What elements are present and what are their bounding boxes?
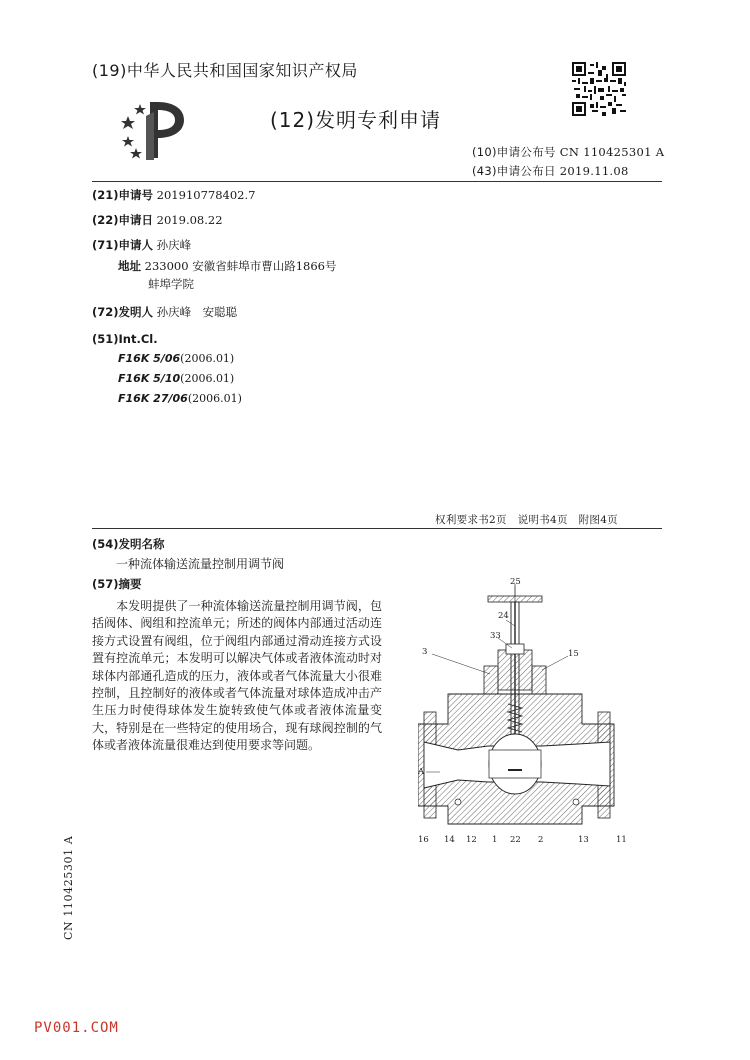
abstract-text: [92, 598, 382, 755]
ipc-class-3: [118, 390, 242, 407]
ipc-class-1: [118, 350, 234, 367]
cnipa-logo: [120, 98, 192, 164]
watermark: PV001.COM: [34, 1020, 119, 1036]
application-date: 2019.08.22: [156, 213, 223, 227]
application-number-row: [92, 187, 255, 203]
summary-divider: [92, 528, 662, 529]
title-label-text: (54)发明名称: [92, 537, 165, 551]
ipc-date: (2006.01): [180, 372, 235, 385]
drawing-label: A: [418, 767, 425, 777]
drawing-label: 13: [578, 835, 589, 845]
qr-code: [572, 62, 626, 116]
address-label: 地址: [118, 259, 141, 273]
drawing-label: 12: [466, 835, 477, 845]
abstract-body: 本发明提供了一种流体输送流量控制用调节阀，包括阀体、阀组和控流单元；所述的阀体内部通过活动连接方式设置有阀组，位于阀组内部通过滑动连接方式设置有控流单元；本发明可以解决气体或者液体流动时对球体内部通孔造成的压力，液体或者气体流量大小很难控制，且控制好的液体或者气体流量对球体造成冲击产生压力时使得球体发生旋转致使气体或者液体流量变大，特别是在一些特定的使用场合，现有球阀控制的气体或者液体流量很难达到使用要求等问题。: [92, 599, 382, 753]
invention-title: 一种流体输送流量控制用调节阀: [116, 557, 285, 571]
inventors: 孙庆峰 安聪聪: [156, 305, 238, 319]
ipc-date: (2006.01): [187, 392, 242, 405]
applicant-row: [92, 237, 191, 253]
header-divider: [92, 181, 662, 182]
application-date-row: [92, 212, 223, 228]
drawing-label: 33: [490, 631, 501, 641]
application-number-label: (21)申请号: [92, 188, 154, 202]
publication-date-label: (43)申请公布日: [472, 164, 556, 178]
drawing-label: 16: [418, 835, 429, 845]
page-count-summary: 权利要求书2页 说明书4页 附图4页: [435, 514, 618, 526]
drawing-label: 1: [492, 835, 498, 845]
intcl-label-text: (51)Int.Cl.: [92, 332, 158, 346]
drawing-label: 24: [498, 611, 509, 621]
ipc-date: (2006.01): [180, 352, 235, 365]
intcl-label: [92, 331, 158, 347]
drawing-label: 22: [510, 835, 521, 845]
title-label: [92, 536, 165, 552]
drawing-label: 11: [616, 835, 627, 845]
drawing-label: 3: [422, 647, 428, 657]
drawing-label: 14: [444, 835, 455, 845]
ipc-class-2: [118, 370, 234, 387]
application-date-label: (22)申请日: [92, 213, 154, 227]
document-type: (12)发明专利申请: [270, 108, 442, 132]
address-line-2: 蚌埠学院: [148, 277, 194, 291]
publication-date-row: [472, 163, 629, 179]
publication-number-row: [472, 144, 664, 160]
application-number: 201910778402.7: [156, 188, 256, 202]
publication-number: CN 110425301 A: [559, 145, 665, 159]
drawing-label: 2: [538, 835, 544, 845]
address-row: [118, 258, 336, 274]
abstract-label-text: (57)摘要: [92, 577, 142, 591]
drawing-label: 15: [568, 649, 579, 659]
valve-cross-section-drawing: [418, 574, 640, 846]
applicant: 孙庆峰: [156, 238, 192, 252]
publication-date: 2019.11.08: [559, 164, 629, 178]
drawing-label: 25: [510, 577, 521, 587]
abstract-label: [92, 576, 142, 592]
inventor-row: [92, 304, 237, 320]
inventor-label: (72)发明人: [92, 305, 154, 319]
applicant-label: (71)申请人: [92, 238, 154, 252]
office-name: (19)中华人民共和国国家知识产权局: [92, 61, 358, 80]
ipc-code: F16K 5/06: [118, 352, 181, 365]
publication-number-label: (10)申请公布号: [472, 145, 556, 159]
ipc-code: F16K 5/10: [118, 372, 181, 385]
address-line-1: 233000 安徽省蚌埠市曹山路1866号: [144, 259, 337, 273]
ipc-code: F16K 27/06: [118, 392, 188, 405]
side-publication-number: CN 110425301 A: [62, 835, 75, 940]
